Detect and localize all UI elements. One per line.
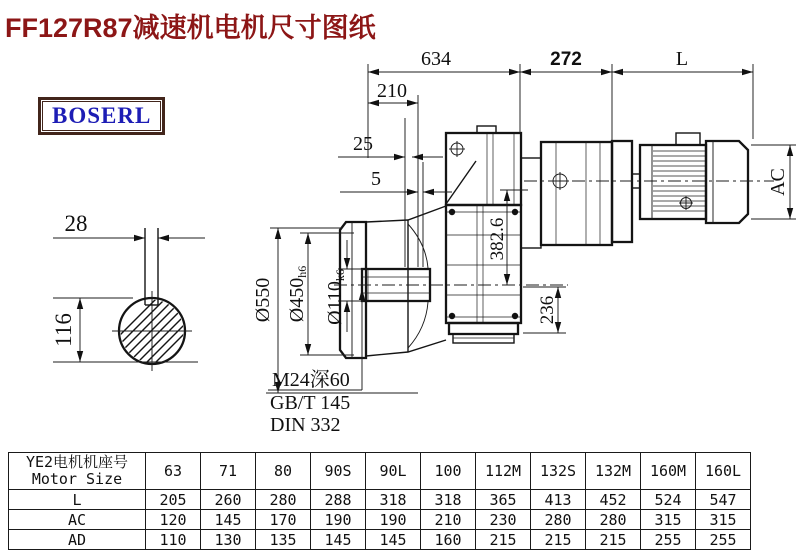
dim-AC	[751, 145, 796, 219]
table-cell: 145	[366, 530, 421, 550]
col-header: 112M	[476, 453, 531, 490]
dim-L-label: L	[675, 48, 689, 70]
row-label: AD	[9, 530, 146, 550]
table-cell: 547	[696, 490, 751, 510]
note-tap-label: M24深60	[272, 369, 350, 391]
table-cell: 255	[696, 530, 751, 550]
shaft-end-note	[268, 289, 365, 436]
motor-size-table	[8, 452, 751, 550]
table-cell: 280	[586, 510, 641, 530]
col-header: 132S	[531, 453, 586, 490]
table-cell: 110	[146, 530, 201, 550]
table-row	[9, 530, 751, 550]
table-cell: 205	[146, 490, 201, 510]
table-cell: 145	[311, 530, 366, 550]
dim-116-label: 116	[51, 313, 76, 347]
table-cell: 210	[421, 510, 476, 530]
table-cell: 260	[201, 490, 256, 510]
table-cell: 255	[641, 530, 696, 550]
dim-550-label: Ø550	[252, 277, 274, 323]
dim-210-label: 210	[377, 80, 407, 102]
table-header-row	[9, 453, 751, 490]
dim-AC-label: AC	[767, 168, 789, 196]
table-cell: 120	[146, 510, 201, 530]
table-cell: 315	[696, 510, 751, 530]
dim-5	[340, 162, 452, 267]
motor-size-header: YE2电机机座号 Motor Size	[9, 453, 146, 490]
table-row	[9, 510, 751, 530]
col-header: 160M	[641, 453, 696, 490]
table-cell: 230	[476, 510, 531, 530]
col-header: 80	[256, 453, 311, 490]
table-cell: 318	[366, 490, 421, 510]
table-cell: 190	[366, 510, 421, 530]
table-cell: 318	[421, 490, 476, 510]
dim-110k6	[324, 240, 364, 332]
table-row	[9, 490, 751, 510]
table-cell: 452	[586, 490, 641, 510]
dim-272-label: 272	[550, 49, 582, 70]
col-header: 132M	[586, 453, 641, 490]
table-cell: 170	[256, 510, 311, 530]
motor-view	[521, 133, 774, 248]
table-cell: 365	[476, 490, 531, 510]
table-cell: 135	[256, 530, 311, 550]
col-header: 100	[421, 453, 476, 490]
col-header: 90S	[311, 453, 366, 490]
logo-text: BOSERL	[52, 103, 152, 128]
dim-272	[520, 49, 612, 142]
dim-28-label: 28	[64, 211, 88, 236]
note-din-label: DIN 332	[270, 414, 341, 436]
col-header: 63	[146, 453, 201, 490]
table-cell: 215	[586, 530, 641, 550]
table-cell: 315	[641, 510, 696, 530]
note-gbt-label: GB/T 145	[270, 392, 351, 414]
dim-3826-label: 382.6	[487, 217, 508, 261]
dim-28	[53, 211, 205, 241]
dim-L	[612, 48, 753, 139]
table-cell: 524	[641, 490, 696, 510]
table-cell: 215	[476, 530, 531, 550]
row-label: AC	[9, 510, 146, 530]
table-cell: 413	[531, 490, 586, 510]
col-header: 71	[201, 453, 256, 490]
table-cell: 160	[421, 530, 476, 550]
terminal-box	[676, 133, 700, 145]
dim-236	[523, 287, 566, 333]
table-cell: 190	[311, 510, 366, 530]
shaft-section-view	[80, 228, 228, 375]
dim-634-label: 634	[421, 48, 451, 70]
table-cell: 288	[311, 490, 366, 510]
table-cell: 280	[256, 490, 311, 510]
row-label: L	[9, 490, 146, 510]
plug-symbol-top	[449, 141, 465, 157]
page-title: FF127R87减速机电机尺寸图纸	[5, 13, 376, 43]
fan-cover	[706, 141, 748, 223]
table-cell: 280	[531, 510, 586, 530]
col-header: 160L	[696, 453, 751, 490]
dim-236-label: 236	[537, 295, 558, 325]
dim-5-label: 5	[371, 168, 381, 190]
dim-110-label: Ø110k6	[324, 269, 347, 325]
plug-symbol-motor	[679, 196, 693, 210]
col-header: 90L	[366, 453, 421, 490]
gearbox-view	[334, 126, 568, 358]
dim-450-label: Ø450h6	[286, 265, 309, 323]
table-cell: 215	[531, 530, 586, 550]
table-cell: 130	[201, 530, 256, 550]
table-cell: 145	[201, 510, 256, 530]
dim-25-label: 25	[353, 133, 373, 155]
